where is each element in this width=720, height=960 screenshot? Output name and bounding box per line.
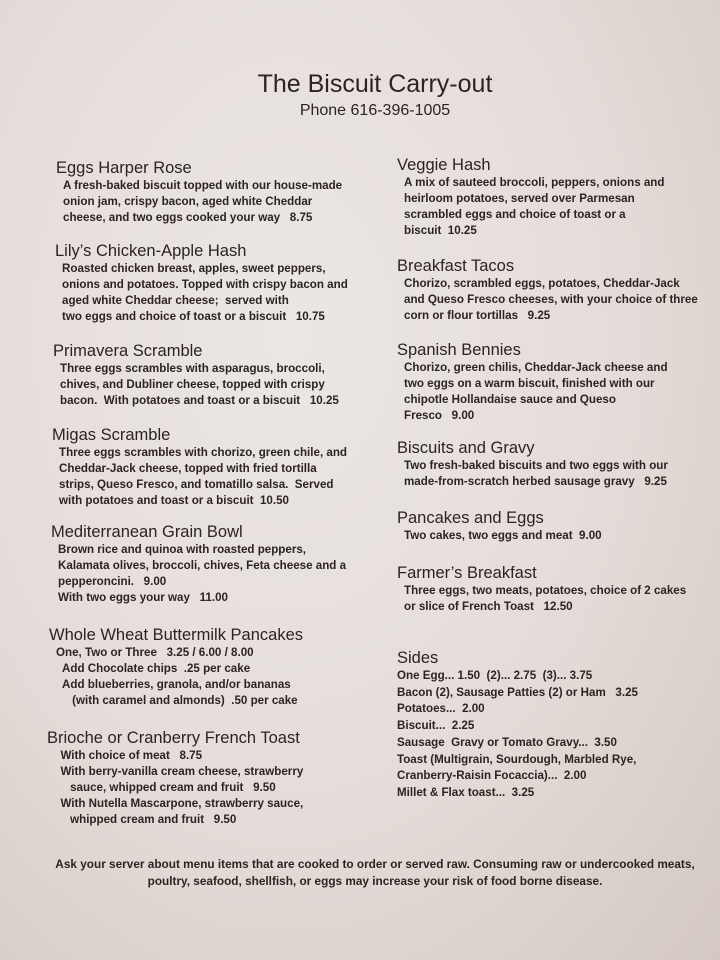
menu-item-description-line: two eggs on a warm biscuit, finished with our [404, 377, 655, 390]
menu-item-name: Primavera Scramble [53, 342, 203, 360]
restaurant-title: The Biscuit Carry-out [257, 70, 493, 98]
menu-item-description-line: Two cakes, two eggs and meat 9.00 [404, 529, 602, 542]
menu-item-name: Eggs Harper Rose [56, 159, 192, 177]
menu-item [397, 340, 668, 424]
menu-item-description-line: One, Two or Three 3.25 / 6.00 / 8.00 [56, 646, 254, 659]
menu-item-description-line: sauce, whipped cream and fruit 9.50 [54, 781, 276, 794]
menu-item-description-line: made-from-scratch herbed sausage gravy 9.25 [404, 475, 667, 488]
raw-food-disclaimer [0, 856, 720, 890]
menu-item-description-line: Bacon (2), Sausage Patties (2) or Ham 3.25 [397, 685, 638, 699]
menu-item-description-line: With two eggs your way 11.00 [58, 591, 228, 604]
menu-item [397, 256, 698, 324]
menu-item-description-line: Fresco 9.00 [404, 409, 475, 422]
menu-item-description-line: bacon. With potatoes and toast or a biscuit 10.25 [60, 394, 339, 407]
menu-item-description-line: Biscuit... 2.25 [397, 719, 475, 733]
menu-item-description-line: (with caramel and almonds) .50 per cake [56, 694, 298, 707]
menu-item-description-line: two eggs and choice of toast or a biscuit 10.75 [62, 310, 325, 323]
menu-item-name: Mediterranean Grain Bowl [51, 523, 243, 541]
menu-item-description-line: and Queso Fresco cheeses, with your choice of three [404, 293, 698, 306]
menu-item [56, 158, 342, 226]
menu-item-description-line: Chorizo, scrambled eggs, potatoes, Cheddar-Jack [404, 277, 680, 290]
menu-item [49, 625, 303, 709]
menu-item-description-line: scrambled eggs and choice of toast or a [404, 208, 626, 221]
menu-item-name: Spanish Bennies [397, 341, 521, 359]
menu-item-description-line: heirloom potatoes, served over Parmesan [404, 192, 635, 205]
menu-item-description-line: strips, Queso Fresco, and tomatillo salsa. Served [59, 478, 334, 491]
menu-item [47, 728, 303, 828]
menu-item-description-line: Two fresh-baked biscuits and two eggs with our [404, 459, 668, 472]
menu-item-description-line: A mix of sauteed broccoli, peppers, onions and [404, 176, 665, 189]
disclaimer-line: poultry, seafood, shellfish, or eggs may increase your risk of food borne disease. [147, 874, 603, 888]
menu-item-description-line: onion jam, crispy bacon, aged white Cheddar [63, 195, 313, 208]
menu-item-description-line: biscuit 10.25 [404, 224, 477, 237]
menu-item-description-line: chipotle Hollandaise sauce and Queso [404, 393, 616, 406]
menu-item-description-line: chives, and Dubliner cheese, topped with crispy [60, 378, 325, 391]
menu-item-description-line: With choice of meat 8.75 [54, 749, 203, 762]
menu-item-description-line: With Nutella Mascarpone, strawberry sauce, [54, 797, 304, 810]
menu-item [52, 425, 347, 509]
menu-item-description-line: corn or flour tortillas 9.25 [404, 309, 551, 322]
menu-item-description-line: Sausage Gravy or Tomato Gravy... 3.50 [397, 735, 617, 749]
menu-item-name: Migas Scramble [52, 426, 171, 444]
menu-item-name: Lily’s Chicken-Apple Hash [55, 242, 247, 260]
menu-item [397, 508, 602, 544]
menu-item [397, 438, 668, 490]
menu-item-description-line: Potatoes... 2.00 [397, 702, 485, 716]
menu-item [53, 341, 339, 409]
menu-item-description-line: Brown rice and quinoa with roasted peppers, [58, 543, 307, 556]
menu-item-description-line: Three eggs scrambles with asparagus, broccoli, [60, 362, 325, 375]
menu-item-description-line: Millet & Flax toast... 3.25 [397, 785, 535, 799]
menu-item-name: Brioche or Cranberry French Toast [47, 729, 300, 747]
menu-item-description-line: whipped cream and fruit 9.50 [54, 813, 237, 826]
menu-item-description-line: A fresh-baked biscuit topped with our house-made [63, 179, 343, 192]
menu-item-description-line: with potatoes and toast or a biscuit 10.50 [59, 494, 289, 507]
menu-item-name: Veggie Hash [397, 156, 491, 174]
menu-item-name: Farmer’s Breakfast [397, 564, 537, 582]
menu-item-name: Breakfast Tacos [397, 257, 515, 275]
menu-item [397, 563, 686, 615]
disclaimer-line: Ask your server about menu items that are cooked to order or served raw. Consuming raw or undercooked meats, [55, 857, 695, 871]
menu-item-description-line: One Egg... 1.50 (2)... 2.75 (3)... 3.75 [397, 669, 593, 682]
menu-item-description-line: Chorizo, green chilis, Cheddar-Jack cheese and [404, 361, 668, 374]
menu-item-name: Whole Wheat Buttermilk Pancakes [49, 626, 304, 644]
menu-item [51, 522, 346, 606]
menu-item-name: Biscuits and Gravy [397, 439, 535, 457]
menu-item-description-line: or slice of French Toast 12.50 [404, 600, 573, 613]
menu-item-description-line: Add blueberries, granola, and/or bananas [56, 678, 291, 691]
menu-item [55, 241, 348, 325]
menu-item-description-line: Three eggs scrambles with chorizo, green chile, and [59, 446, 347, 459]
menu-item-description-line: Toast (Multigrain, Sourdough, Marbled Rye, [397, 752, 637, 766]
menu-item-description-line: Add Chocolate chips .25 per cake [56, 662, 251, 675]
menu-item-name: Sides [397, 649, 439, 667]
menu-item [397, 155, 664, 239]
menu-item-description-line: Three eggs, two meats, potatoes, choice of 2 cakes [404, 584, 687, 597]
menu-item-description-line: Cranberry-Raisin Focaccia)... 2.00 [397, 769, 587, 783]
menu-item-description-line: pepperoncini. 9.00 [58, 575, 167, 588]
menu-item [397, 648, 638, 802]
menu-item-description-line: aged white Cheddar cheese; served with [62, 294, 289, 307]
phone-number: Phone 616-396-1005 [299, 102, 451, 119]
menu-item-description-line: cheese, and two eggs cooked your way 8.75 [63, 211, 313, 224]
menu-item-description-line: Kalamata olives, broccoli, chives, Feta cheese and a [58, 559, 347, 572]
menu-item-description-line: With berry-vanilla cream cheese, strawberry [54, 765, 304, 778]
menu-item-description-line: Cheddar-Jack cheese, topped with fried tortilla [59, 462, 317, 475]
menu-item-description-line: onions and potatoes. Topped with crispy bacon and [62, 278, 348, 291]
menu-item-name: Pancakes and Eggs [397, 509, 544, 527]
menu-item-description-line: Roasted chicken breast, apples, sweet peppers, [62, 262, 326, 275]
